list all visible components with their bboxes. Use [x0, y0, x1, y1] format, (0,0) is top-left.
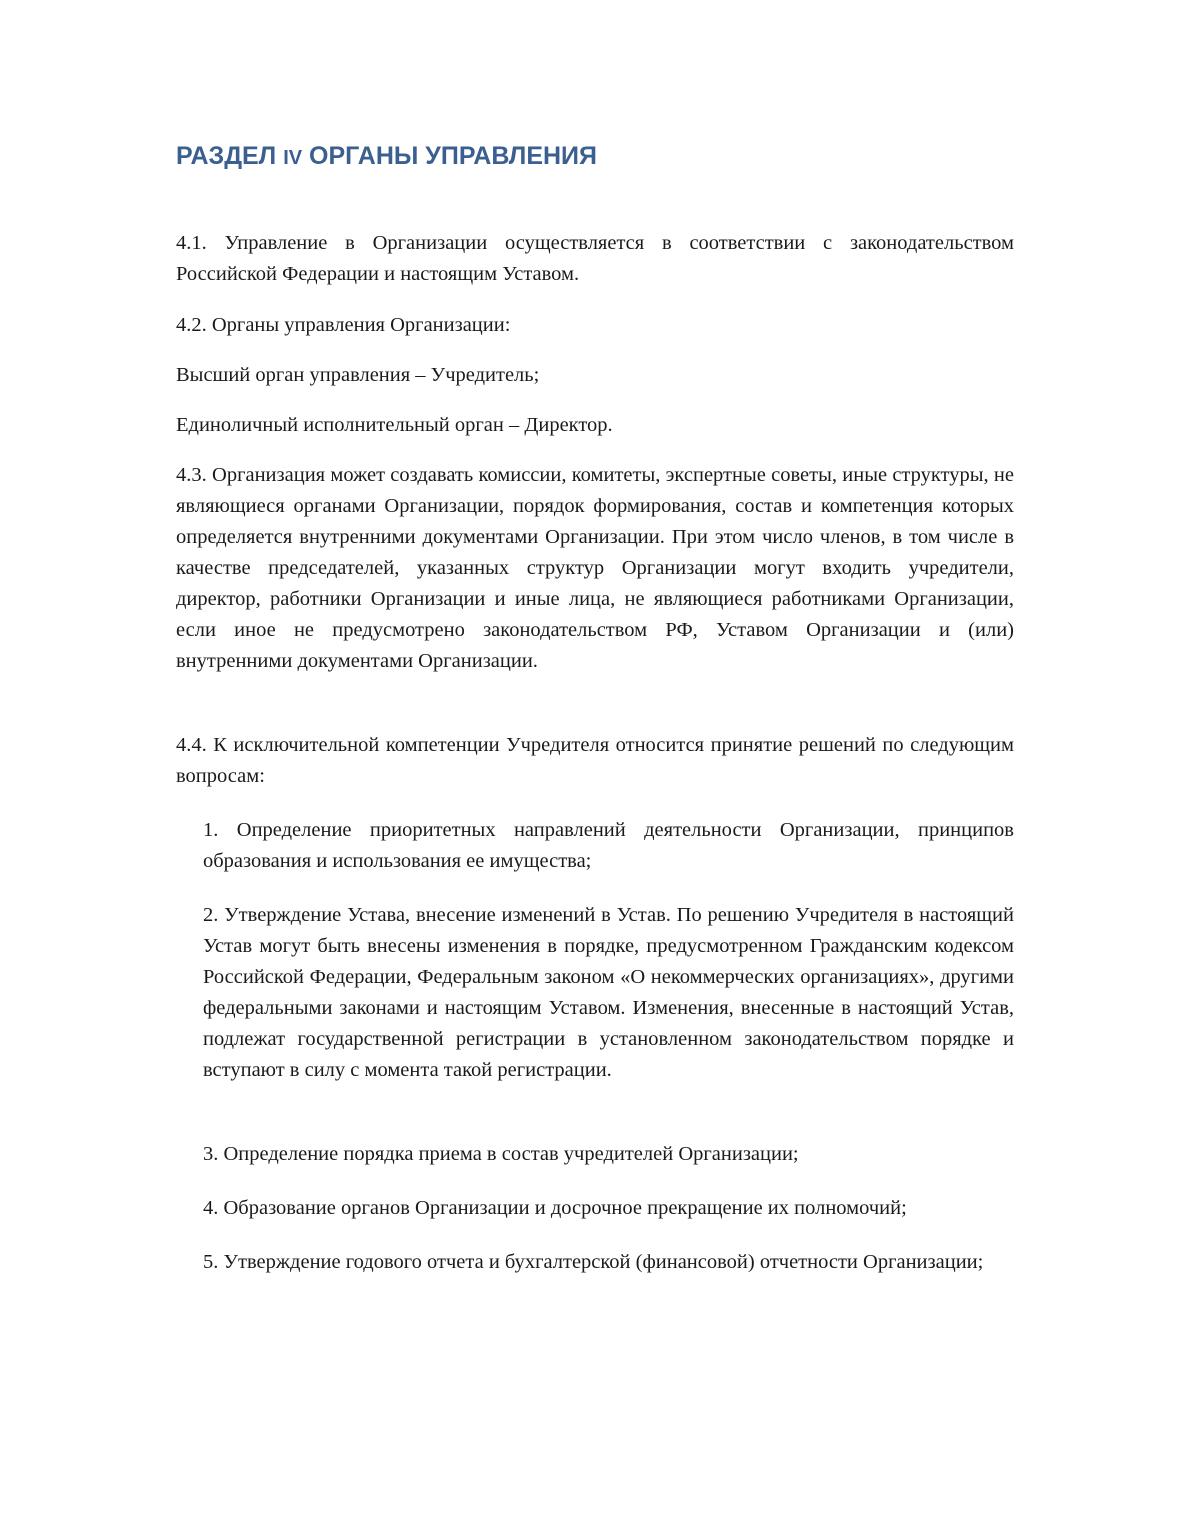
- list-item: 1. Определение приоритетных направлений деятельности Организации, принципов образования и использования ее имущества;: [203, 819, 1014, 872]
- paragraph-4-1: 4.1. Управление в Организации осуществляется в соответствии с законодательством Российской Федерации и настоящим Уставом.: [176, 232, 1014, 285]
- list-item: 3. Определение порядка приема в состав учредителей Организации;: [203, 1143, 799, 1165]
- heading-prefix: РАЗДЕЛ: [176, 142, 277, 170]
- paragraph-4-2-supreme-body: Высший орган управления – Учредитель;: [176, 364, 540, 386]
- list-item: 5. Утверждение годового отчета и бухгалтерской (финансовой) отчетности Организации;: [203, 1251, 984, 1273]
- list-item: 4. Образование органов Организации и досрочное прекращение их полномочий;: [203, 1197, 907, 1219]
- heading-title: ОРГАНЫ УПРАВЛЕНИЯ: [309, 142, 597, 170]
- list-item: 2. Утверждение Устава, внесение изменений в Устав. По решению Учредителя в настоящий Устав могут быть внесены изменения в порядке, предусмотренном Гражданским кодексом Российской Федерации, Федеральным законом «О некоммерческих организациях», другими федеральными законами и настоящим Уставом. Изменения, внесенные в настоящий Устав, подлежат государственной регистрации в установленном законодательством порядке и вступают в силу с момента такой регистрации.: [203, 904, 1014, 1081]
- paragraph-4-2: 4.2. Органы управления Организации:: [176, 314, 511, 336]
- paragraph-4-4: 4.4. К исключительной компетенции Учредителя относится принятие решений по следующим вопросам:: [176, 734, 1014, 787]
- paragraph-4-2-executive-body: Единоличный исполнительный орган – Директор.: [176, 414, 613, 436]
- paragraph-4-3: 4.3. Организация может создавать комиссии, комитеты, экспертные советы, иные структуры, не являющиеся органами Организации, порядок формирования, состав и компетенция которых определяется внутренними документами Организации. При этом число членов, в том числе в качестве председателей, указанных структур Организации могут входить учредители, директор, работники Организации и иные лица, не являющиеся работниками Организации, если иное не предусмотрено законодательством РФ, Уставом Организации и (или) внутренними документами Организации.: [176, 464, 1014, 672]
- heading-roman-numeral: IV: [283, 147, 303, 169]
- section-heading: [176, 138, 597, 176]
